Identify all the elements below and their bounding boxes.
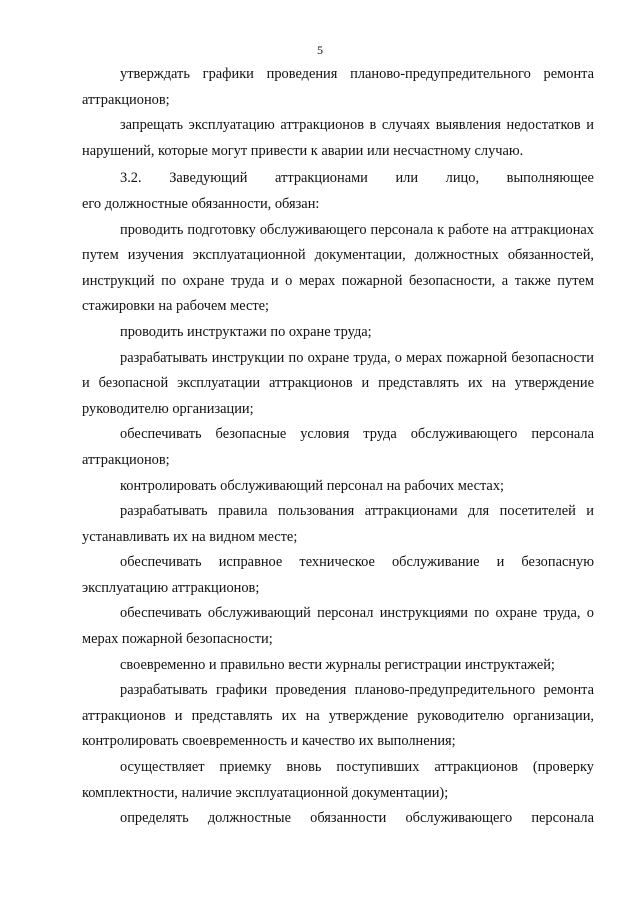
paragraph: утверждать графики проведения планово-предупредительного ремонта аттракционов; xyxy=(82,66,594,108)
paragraph-continuation: его должностные обязанности, обязан: xyxy=(82,195,320,212)
paragraph: проводить подготовку обслуживающего персонала к работе на аттракционах путем изучения эксплуатационной документации, должностных обязанностей, инструкций по охране труда и о мерах пожарной безопасности, а также путем стажировки на рабочем месте; xyxy=(82,221,594,315)
section-word: выполняющее xyxy=(506,170,594,187)
section-word: аттракционами xyxy=(275,170,368,187)
paragraph: разрабатывать правила пользования аттракционами для посетителей и устанавливать их на видном месте; xyxy=(82,503,594,545)
paragraph: своевременно и правильно вести журналы регистрации инструктажей; xyxy=(120,656,555,673)
paragraph: обеспечивать исправное техническое обслуживание и безопасную эксплуатацию аттракционов; xyxy=(82,554,594,596)
paragraph: обеспечивать обслуживающий персонал инструкциями по охране труда, о мерах пожарной безопасности; xyxy=(82,605,594,648)
section-word: Заведующий xyxy=(169,170,248,187)
section-word: лицо, xyxy=(445,170,480,187)
paragraph: проводить инструктажи по охране труда; xyxy=(120,323,372,340)
paragraph: контролировать обслуживающий персонал на рабочих местах; xyxy=(120,477,505,494)
document-body xyxy=(82,62,594,832)
section-word: или xyxy=(395,170,419,187)
paragraph: осуществляет приемку вновь поступивших аттракционов (проверку комплектности, наличие эксплуатационной документации); xyxy=(82,759,594,801)
page-number: 5 xyxy=(317,43,323,57)
paragraph: определять должностные обязанности обслуживающего персонала xyxy=(120,810,594,827)
section-number: 3.2. xyxy=(120,170,142,187)
section-heading-line xyxy=(82,166,594,192)
paragraph: запрещать эксплуатацию аттракционов в случаях выявления недостатков и нарушений, которые могут привести к аварии или несчастному случаю. xyxy=(82,117,594,159)
paragraph: разрабатывать графики проведения планово-предупредительного ремонта аттракционов и представлять их на утверждение руководителю организации, контролировать своевременность и качество их выполнения; xyxy=(82,682,594,750)
paragraph: обеспечивать безопасные условия труда обслуживающего персонала аттракционов; xyxy=(82,426,594,468)
paragraph: разрабатывать инструкции по охране труда, о мерах пожарной безопасности и безопасной эксплуатации аттракционов и представлять их на утверждение руководителю организации; xyxy=(82,349,594,417)
